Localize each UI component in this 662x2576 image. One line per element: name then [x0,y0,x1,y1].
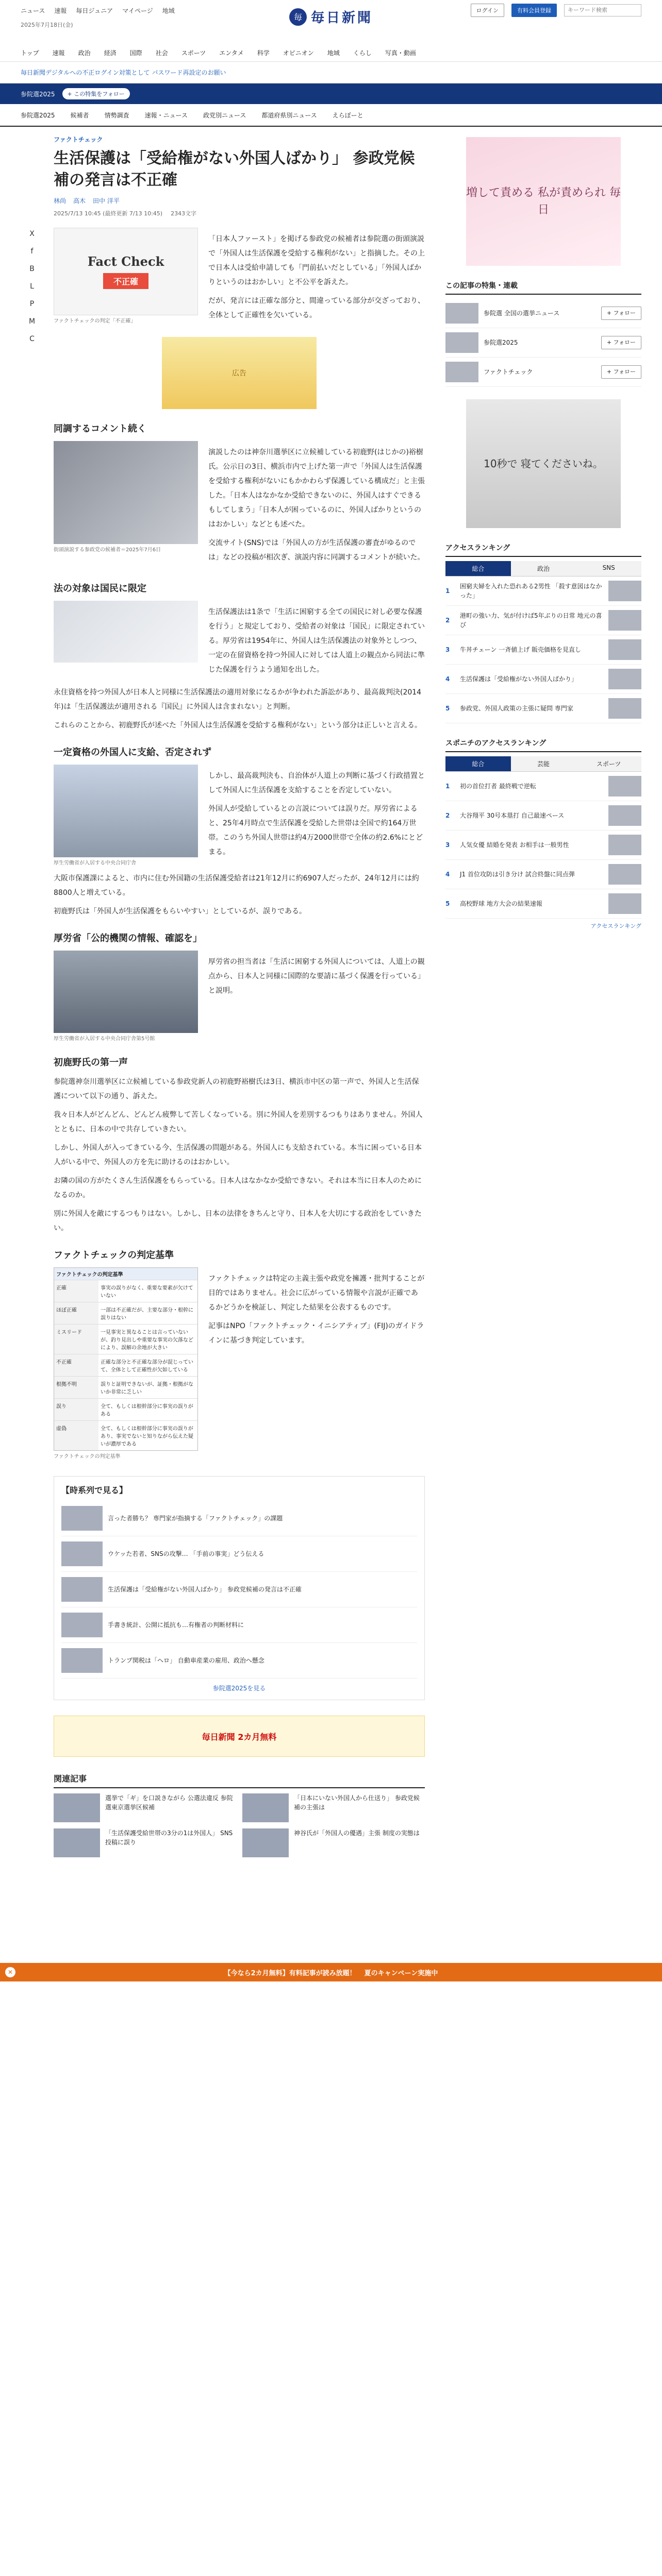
thumbnail [61,1541,103,1566]
ministry-photo[interactable] [54,951,198,1033]
thumbnail [608,893,641,914]
ranking-item-title: 港町の強い力、気が付けば5年ぶりの日常 地元の喜び [460,612,602,629]
login-button[interactable]: ログイン [471,4,504,17]
author-link[interactable]: 林尚 [54,197,67,205]
document-photo[interactable] [54,601,198,663]
follow-button[interactable]: + フォロー [601,336,641,350]
paragraph: ファクトチェックは特定の主義主張や政党を擁護・批判することが目的ではありません。社会に広がっている情報や言説が正確であるかどうかを検証し、判定した結果を公表するものです。 [208,1275,425,1312]
article-label[interactable]: ファクトチェック [54,136,103,143]
ranking-title: アクセスランキング [445,543,641,557]
fc-figure [54,228,198,327]
section-heading: 法の対象は国民に限定 [54,583,146,594]
criteria-key: 正確 [54,1280,98,1302]
series-item-title: ファクトチェック [484,368,533,376]
candidate-photo[interactable] [54,441,198,544]
paragraph: お隣の国の方がたくさん生活保護をもらっている。日本人はなかなか受給できない。それは本当に日本人のためになるのか。 [54,1177,422,1199]
sports-item-title: 人気女優 結婚を発表 お相手は一般男性 [460,841,569,849]
building-photo[interactable] [54,765,198,857]
paragraph: 交流サイト(SNS)では「外国人の方が生活保護の審査がゆるのでは」などの投稿が相次ぎ、演説内容に同調するコメントが続いた。 [208,539,425,562]
section-row [54,601,425,681]
sports-item[interactable] [445,801,641,831]
criteria-value: 正確な部分と不正確な部分が混じっていて、全体として正確性が欠如している [101,1360,193,1373]
sports-ranking-box [445,738,641,930]
section-text [208,951,425,1043]
sidebar [445,127,641,1857]
series-item[interactable] [445,328,641,358]
related-item-title: 神谷氏が「外国人の優遇」主張 制度の実態は [294,1829,420,1837]
close-icon[interactable]: ✕ [5,1967,15,1977]
sub-nav-item[interactable]: 都道府県別ニュース [261,111,317,119]
timeline-item[interactable] [61,1501,417,1536]
ranking-item[interactable] [445,606,641,635]
sidebar-ad-2[interactable]: 10秒で 寝てくださいね。 [466,399,621,528]
nav-item[interactable]: オピニオン [283,49,314,57]
x-share-icon[interactable]: X [29,230,35,238]
rank-number: 2 [445,617,450,624]
share-bar [21,127,43,1857]
series-item-title: 参院選2025 [484,339,518,346]
rank-number: 4 [445,871,450,878]
sports-item[interactable] [445,772,641,801]
timeline-item[interactable] [61,1607,417,1643]
main-nav [0,44,662,62]
criteria-key: 虚偽 [54,1421,98,1450]
thumbnail [54,1793,100,1822]
photo-figure [54,951,198,1043]
paragraph: しかし、最高裁判決も、自治体が人道上の判断に基づく行政措置として外国人に生活保護を支給することを否定していない。 [208,772,425,794]
rank-number: 5 [445,900,450,907]
tab-entertainment[interactable]: 芸能 [511,756,576,771]
tab-overall[interactable]: 総合 [445,561,511,576]
content [0,127,662,1857]
criteria-row-item [54,1302,197,1324]
ranking-item-title: 困窮夫婦を入れた恐れある2男性 「殺す意図はなかった」 [460,583,602,599]
promo-text: 【今なら2カ月無料】有料記事が読み放題！ [224,1969,356,1977]
section-row [54,441,425,569]
sports-item[interactable] [445,831,641,860]
search-input[interactable] [564,4,641,16]
criteria-value: 一見事実と異なることは言っていないが、釣り見出しや重要な事実の欠落などにより、誤解の余地が大きい [101,1330,193,1351]
fact-check-image[interactable] [54,228,198,315]
section-text [208,601,425,681]
line-share-icon[interactable]: L [30,282,34,291]
criteria-row-item [54,1324,197,1354]
thumbnail [61,1613,103,1637]
sub-nav [0,104,662,127]
related-item-title: 「日本にいない外国人から仕送り」 参政党候補の主張は [294,1794,420,1811]
logo-mark: 毎 [289,8,307,26]
photo-figure [54,765,198,867]
related-item[interactable] [54,1793,236,1822]
nav-item[interactable]: 科学 [257,49,270,57]
thumbnail [61,1648,103,1673]
sub-nav-item[interactable]: 速報・ニュース [144,111,188,119]
tab-sports[interactable]: スポーツ [576,756,641,771]
ranking-item-title: 牛丼チェーン 一斉値上げ 販売価格を見直し [460,646,582,653]
notice-banner[interactable] [0,62,662,83]
series-item[interactable] [445,299,641,328]
criteria-text [208,1267,425,1461]
article-meta [54,209,425,217]
ranking-item[interactable] [445,694,641,723]
criteria-value: 全て、もしくは根幹部分に事実の誤りがある [101,1404,193,1417]
sub-nav-item[interactable]: 参院選2025 [21,111,55,119]
sub-nav-item[interactable]: 情勢調査 [104,111,129,119]
section-heading: ファクトチェックの判定基準 [54,1250,174,1261]
sports-item-title: J1 首位攻防は引き分け 試合終盤に同点弾 [460,871,575,878]
thumbnail [242,1793,289,1822]
related-title: 関連記事 [54,1772,425,1788]
author-link[interactable]: 高木 [73,197,86,205]
paragraph: 記事はNPO「ファクトチェック・イニシアティブ」(FIJ)のガイドラインに基づき判定しています。 [208,1322,424,1345]
rank-number: 5 [445,705,450,712]
thumbnail [608,864,641,885]
section-row [54,765,425,867]
sub-nav-item[interactable]: 候補者 [70,111,89,119]
top-link[interactable]: 速報 [54,7,67,14]
criteria-value: 誤りと証明できないが、証拠・根拠がないか非常に乏しい [101,1382,193,1395]
criteria-key: 不正確 [54,1354,98,1376]
photo-figure [54,601,198,681]
sub-nav-item[interactable]: 政党別ニュース [203,111,246,119]
nav-item[interactable]: 速報 [52,49,65,57]
timeline-item-title: ウケッた若者、SNSの攻撃… 「手前の事実」どう伝える [108,1550,264,1557]
timeline-item-title: 言った者勝ち？ 専門家が指摘する「ファクトチェック」の課題 [108,1515,283,1522]
lead-text [208,228,425,327]
print-icon[interactable]: P [29,300,35,308]
paragraph: 演説したのは神奈川選挙区に立候補している初鹿野(はじかの)裕樹氏。公示日の3日、横浜市内で上げた第一声で「外国人は生活保護を受給する権利がないにもかかわらず保護している構成だ」と主張した。「日本人はなかなか受給できないのに、外国人はすぐできるもしてしまう」「日本人が困っているのに、外国人ばかりというのはおかしい」などとも述べた。 [208,448,425,529]
lead-row [54,228,425,327]
follow-button[interactable]: + フォロー [601,365,641,379]
criteria-key: 根拠不明 [54,1377,98,1398]
thumbnail [608,698,641,719]
ranking-item-title: 生活保護は「受給権がない外国人ばかり」 [460,675,578,683]
top-link[interactable]: 毎日ジュニア [76,7,113,14]
top-link[interactable]: 地域 [162,7,175,14]
paragraph: 参院選神奈川選挙区に立候補している参政党新人の初鹿野裕樹氏は3日、横浜市中区の第一声で、外国人と生活保護について以下の通り、訴えた。 [54,1078,419,1100]
bottom-ad-banner[interactable]: 毎日新聞 2カ月無料 [54,1716,425,1757]
copy-link-icon[interactable]: C [29,335,35,343]
ranking-item[interactable] [445,635,641,665]
fc-verdict-badge: 不正確 [103,273,148,289]
header-actions [471,4,641,17]
section-heading: 一定資格の外国人に支給、否定されず [54,747,211,758]
rank-number: 3 [445,841,450,849]
criteria-row-item [54,1280,197,1302]
table-caption: ファクトチェックの判定基準 [54,1454,121,1460]
related-item[interactable] [242,1828,425,1857]
paragraph: 厚労省の担当者は「生活に困窮する外国人については、人道上の観点から、日本人と同様に国際的な要請に基づく保護を行っている」と説明。 [208,958,425,995]
section-row [54,951,425,1043]
photo-caption: 厚生労働省が入居する中央合同庁舎第5号館 [54,1036,155,1042]
criteria-row-item [54,1398,197,1420]
related-articles [54,1772,425,1857]
timeline-item[interactable] [61,1572,417,1607]
sports-item[interactable] [445,860,641,889]
sidebar-ad[interactable]: 増して責める 私が責められ 毎日 [466,137,621,266]
criteria-table[interactable] [54,1267,198,1451]
thumbnail [445,362,478,382]
thumbnail [608,669,641,689]
topic-title: 参院選2025 [21,90,55,98]
series-item[interactable] [445,358,641,387]
author-link[interactable]: 田中 洋平 [93,197,120,205]
section-heading: 初鹿野氏の第一声 [54,1057,128,1068]
timeline-item-title: 手書き統計、公開に抵抗も…有権者の判断材料に [108,1621,244,1629]
timeline-box [54,1476,425,1700]
related-item-title: 「生活保護受給世帯の3分の1は外国人」 SNS投稿に誤り [105,1829,233,1846]
image-caption: ファクトチェックの判定「不正確」 [54,318,136,324]
series-box [445,280,641,387]
hatena-share-icon[interactable]: B [29,265,35,273]
paragraph: これらのことから、初鹿野氏が述べた「外国人は生活保護を受給する権利がない」という部分は正しいと言える。 [54,721,422,730]
ranking-box [445,543,641,723]
nav-item[interactable]: トップ [21,49,39,57]
fc-image-title: Fact Check [87,254,164,269]
rank-number: 4 [445,675,450,683]
thumbnail [608,805,641,826]
char-count: 2343文字 [171,210,197,217]
tab-sns[interactable]: SNS [576,561,641,576]
thumbnail [445,332,478,353]
criteria-figure [54,1267,198,1461]
criteria-value: 一部は不正確だが、主要な部分・根幹に誤りはない [101,1308,193,1321]
related-item[interactable] [54,1828,236,1857]
nav-item[interactable]: 国際 [129,49,142,57]
paragraph: 永住資格を持つ外国人が日本人と同様に生活保護法の適用対象になるかが争われた訴訟があり、最高裁判決(2014年)は「生活保護法が適用される『国民』に外国人は含まれない」と判断。 [54,688,422,711]
ranking-item-title: 参政党、外国人政策の主張に疑問 専門家 [460,705,573,712]
ranking-tabs [445,561,641,577]
notice-text: 毎日新聞デジタルへの不正ログイン対策として パスワード再設定のお願い [21,69,226,76]
related-grid [54,1793,425,1857]
thumbnail [242,1828,289,1857]
section-heading: 同調するコメント続く [54,423,146,434]
paragraph: 我々日本人がどんどん、どんどん疲弊して苦しくなっている。別に外国人を差別するつもりはありません。外国人とともに、日本の中で共存していきたい。 [54,1111,423,1133]
sports-tabs [445,756,641,772]
top-links [21,6,175,15]
criteria-key: ミスリード [54,1325,98,1354]
related-item-title: 選挙で「ギ」を口説きながら 公選法違反 参院選東京選挙区候補 [105,1794,233,1811]
thumbnail [54,1828,100,1857]
related-item[interactable] [242,1793,425,1822]
thumbnail [608,776,641,796]
sub-nav-item[interactable]: えらぼーと [332,111,363,119]
series-item-title: 参院選 全国の選挙ニュース [484,310,560,317]
timeline-item[interactable] [61,1643,417,1679]
nav-item[interactable]: くらし [353,49,372,57]
series-title: この記事の特集・連載 [445,280,641,295]
sports-item[interactable] [445,889,641,919]
section-text [208,765,425,867]
criteria-row-item [54,1354,197,1376]
paragraph: だが、発言には正確な部分と、間違っている部分が交ざっており、全体として正確性を欠いている。 [208,297,425,319]
nav-item[interactable]: 経済 [104,49,117,57]
criteria-value: 事実の誤りがなく、重要な要素が欠けていない [101,1285,193,1299]
paragraph: 「日本人ファースト」を掲げる参政党の候補者は参院選の街頭演説で「外国人は生活保護を受給する権利がない」と指摘した。その上で日本人は受給申請しても「門前払いだとしている」「外国人ばかりというのはおかしい」と不公平を訴えた。 [208,235,425,286]
nav-item[interactable]: 地域 [327,49,340,57]
nav-item[interactable]: スポーツ [181,49,206,57]
follow-button[interactable]: + フォロー [601,307,641,320]
criteria-value: 全て、もしくは根幹部分に事実の誤りがあり、事実でないと知りながら伝えた疑いが濃厚である [101,1426,193,1447]
timeline-item-title: トランプ関税は「ヘロ」 自動車産業の雇用、政治へ懸念 [108,1657,264,1664]
criteria-row-item [54,1420,197,1450]
ranking-item[interactable] [445,577,641,606]
rank-number: 1 [445,783,450,790]
thumbnail [61,1577,103,1602]
subscription-banner[interactable] [0,1963,662,1981]
sports-item-title: 初の首位打者 最終戦で逆転 [460,783,536,790]
timeline-item-title: 生活保護は「受給権がない外国人ばかり」 参政党候補の発言は不正確 [108,1586,302,1593]
nav-item[interactable]: 写真・動画 [385,49,416,57]
facebook-share-icon[interactable]: f [30,247,34,256]
photo-caption: 厚生労働省が入居する中央合同庁舎 [54,860,136,866]
nav-item[interactable]: 社会 [155,49,168,57]
timeline-item[interactable] [61,1536,417,1572]
published-time: 2025/7/13 10:45 (最終更新 7/13 10:45) [54,210,163,217]
sports-item-title: 高校野球 地方大会の結果速報 [460,900,542,907]
paragraph: しかし、外国人が入ってきている今、生活保護の問題がある。外国人にも支給されている。本当に困っている日本人がいる中で、外国人の方を先に助けるのはおかしい。 [54,1144,422,1166]
criteria-key: ほぼ正確 [54,1302,98,1324]
criteria-key: 誤り [54,1399,98,1420]
ranking-item[interactable] [445,665,641,694]
rank-number: 2 [445,812,450,819]
thumbnail [608,581,641,601]
article [43,127,425,1857]
timeline-more-link[interactable]: 参院選2025を見る [212,1685,266,1692]
sports-item-title: 大谷翔平 30号本塁打 自己最速ペース [460,812,565,819]
photo-caption: 街頭演説する参政党の候補者＝2025年7月6日 [54,547,161,553]
top-link[interactable]: ニュース [21,7,45,14]
thumbnail [61,1506,103,1531]
nav-item[interactable]: エンタメ [219,49,244,57]
thumbnail [445,303,478,324]
paragraph: 生活保護法は1条で「生活に困窮する全ての国民に対し必要な保護を行う」と規定しており、受給者の対象は「国民」に限定されている。厚労省は1954年に、外国人は生活保護法の対象外としつつ、一定の在留資格を持つ外国人に対しては人道上の観点から同法に準じた保護を行うよう通知を出した。 [208,608,425,674]
logo-text: 毎日新聞 [310,10,373,26]
promo-link[interactable]: 夏のキャンペーン実施中 [364,1969,438,1977]
criteria-table-title: ファクトチェックの判定基準 [54,1268,197,1280]
timeline-title: 【時系列で見る】 [61,1485,128,1495]
byline [54,196,425,205]
mail-icon[interactable]: M [28,317,36,326]
article-title: 生活保護は「受給権がない外国人ばかり」 参政党候補の発言は不正確 [54,149,415,189]
nav-item[interactable]: 政治 [78,49,91,57]
rank-number: 1 [445,587,450,595]
current-date: 2025年7月18日(金) [21,22,73,28]
thumbnail [608,835,641,855]
topic-bar [0,83,662,104]
section-heading: 厚労省「公的機関の情報、確認を」 [54,933,202,944]
thumbnail [608,639,641,660]
section-text [208,441,425,569]
tab-politics[interactable]: 政治 [511,561,576,576]
top-link[interactable]: マイページ [122,7,153,14]
paragraph: 別に外国人を敵にするつもりはない。しかし、日本の法律をきちんと守り、日本人を大切にする政治をしていきたい。 [54,1210,422,1232]
criteria-row [54,1267,425,1461]
photo-figure [54,441,198,569]
rank-number: 3 [445,646,450,653]
paragraph: 初鹿野氏は「外国人が生活保護をもらいやすい」としているが、誤りである。 [54,907,306,916]
register-button[interactable]: 有料会員登録 [511,4,557,17]
paragraph: 大阪市保護課によると、市内に住む外国籍の生活保護受給者は21年12月に約6907人だったが、24年12月には約8800人と増えている。 [54,874,419,897]
ranking-more-link[interactable]: アクセスランキング [590,923,641,929]
sports-ranking-title: スポニチのアクセスランキング [445,738,641,752]
topic-follow-button[interactable]: + この特集をフォロー [62,88,130,99]
site-logo[interactable] [289,7,373,26]
paragraph: 外国人が受給しているとの言説については誤りだ。厚労省によると、25年4月時点で生活保護を受給した世帯は全国で約164万世帯。このうち外国人世帯は約4万2000世帯で全体の約2.6%にとどまる。 [208,805,423,856]
criteria-row-item [54,1376,197,1398]
tab-overall[interactable]: 総合 [445,756,511,771]
advertisement[interactable]: 広告 [162,337,317,409]
thumbnail [608,610,641,631]
